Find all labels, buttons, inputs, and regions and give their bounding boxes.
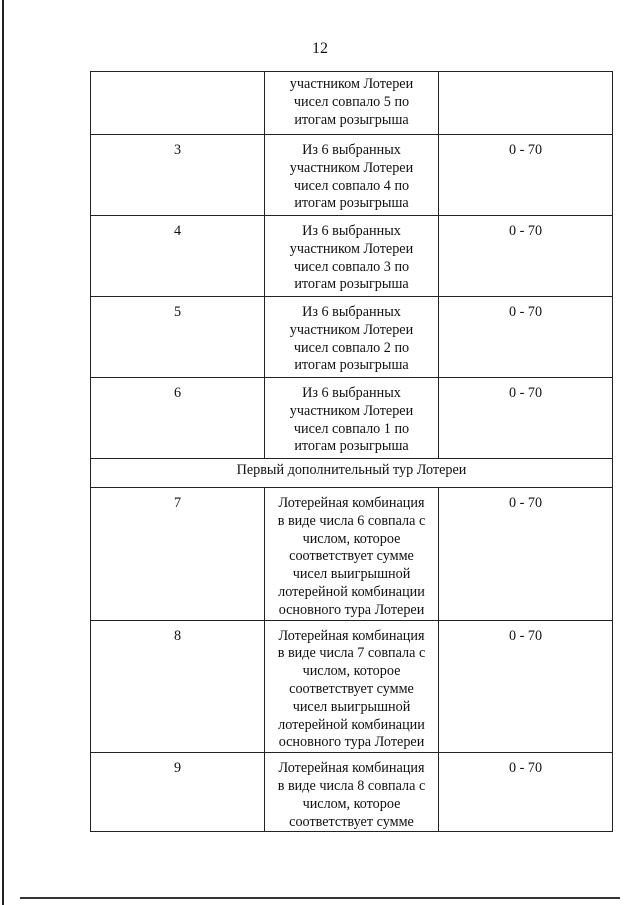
section-header-row — [91, 459, 613, 488]
description-line: участником Лотереи — [289, 76, 414, 92]
table-row — [91, 378, 613, 459]
row-number-cell — [91, 72, 265, 135]
row-value-cell: 0 - 70 — [439, 753, 613, 832]
description-line: участником Лотереи — [289, 159, 414, 176]
description-line: чисел совпало 4 по — [293, 177, 410, 194]
description-line: Из 6 выбранных — [302, 142, 401, 158]
page-number: 12 — [312, 40, 328, 57]
table-row — [91, 135, 613, 216]
description-line: соответствует сумме — [289, 548, 414, 565]
description-line: чисел совпало 2 по — [293, 339, 410, 356]
row-value-cell: 0 - 70 — [439, 620, 613, 753]
description-line: чисел совпало 5 по — [293, 93, 410, 110]
description-line: итогам розыгрыша — [294, 111, 409, 128]
scan-left-edge — [2, 0, 4, 905]
row-description-cell — [265, 72, 439, 135]
description-line: лотерейной комбинации — [278, 583, 425, 600]
row-description-cell — [265, 378, 439, 459]
description-line: в виде числа 8 совпала с — [277, 777, 426, 794]
table-row — [91, 72, 613, 135]
description-line: чисел совпало 1 по — [293, 420, 410, 437]
row-description-cell — [265, 297, 439, 378]
row-value-cell: 0 - 70 — [439, 297, 613, 378]
description-line: соответствует сумме — [289, 680, 414, 697]
description-line: Из 6 выбранных — [302, 304, 401, 320]
row-number-cell: 6 — [91, 378, 265, 459]
section-title: Первый дополнительный тур Лотереи — [91, 459, 613, 488]
table-row — [91, 297, 613, 378]
row-description-cell — [265, 620, 439, 753]
description-line: Из 6 выбранных — [302, 385, 401, 401]
description-line: в виде числа 7 совпала с — [277, 645, 426, 662]
description-line: итогам розыгрыша — [294, 438, 409, 455]
description-line: в виде числа 6 совпала с — [277, 512, 426, 529]
description-line: итогам розыгрыша — [294, 195, 409, 212]
description-line: основного тура Лотереи — [278, 734, 425, 751]
row-value-cell: 0 - 70 — [439, 378, 613, 459]
description-line: соответствует сумме — [289, 813, 414, 830]
row-description-cell — [265, 488, 439, 621]
description-line: чисел выигрышной — [292, 566, 411, 583]
row-value-cell — [439, 72, 613, 135]
description-line: лотерейной комбинации — [278, 716, 425, 733]
table-row — [91, 488, 613, 621]
description-line: Из 6 выбранных — [302, 223, 401, 239]
description-line: Лотерейная комбинация — [278, 760, 425, 777]
description-line: участником Лотереи — [289, 321, 414, 338]
description-line: чисел выигрышной — [292, 698, 411, 715]
row-value-cell: 0 - 70 — [439, 135, 613, 216]
row-value-cell: 0 - 70 — [439, 216, 613, 297]
description-line: итогам розыгрыша — [294, 357, 409, 374]
prize-table — [90, 71, 613, 832]
description-line: Лотерейная комбинация — [278, 627, 425, 644]
description-line: основного тура Лотереи — [278, 601, 425, 618]
row-number-cell: 9 — [91, 753, 265, 832]
description-line: Лотерейная комбинация — [278, 495, 425, 511]
scan-bottom-edge — [20, 897, 620, 899]
row-description-cell — [265, 135, 439, 216]
description-line: участником Лотереи — [289, 240, 414, 257]
table-row — [91, 620, 613, 753]
description-line: участником Лотереи — [289, 402, 414, 419]
row-number-cell: 3 — [91, 135, 265, 216]
description-line: числом, которое — [302, 530, 401, 547]
description-line: числом, которое — [302, 795, 401, 812]
row-value-cell: 0 - 70 — [439, 488, 613, 621]
row-description-cell — [265, 753, 439, 832]
table-row — [91, 216, 613, 297]
description-line: чисел совпало 3 по — [293, 258, 410, 275]
row-number-cell: 4 — [91, 216, 265, 297]
row-number-cell: 5 — [91, 297, 265, 378]
description-line: итогам розыгрыша — [294, 276, 409, 293]
row-number-cell: 8 — [91, 620, 265, 753]
row-description-cell — [265, 216, 439, 297]
table-row — [91, 753, 613, 832]
description-line: числом, которое — [302, 663, 401, 680]
row-number-cell: 7 — [91, 488, 265, 621]
